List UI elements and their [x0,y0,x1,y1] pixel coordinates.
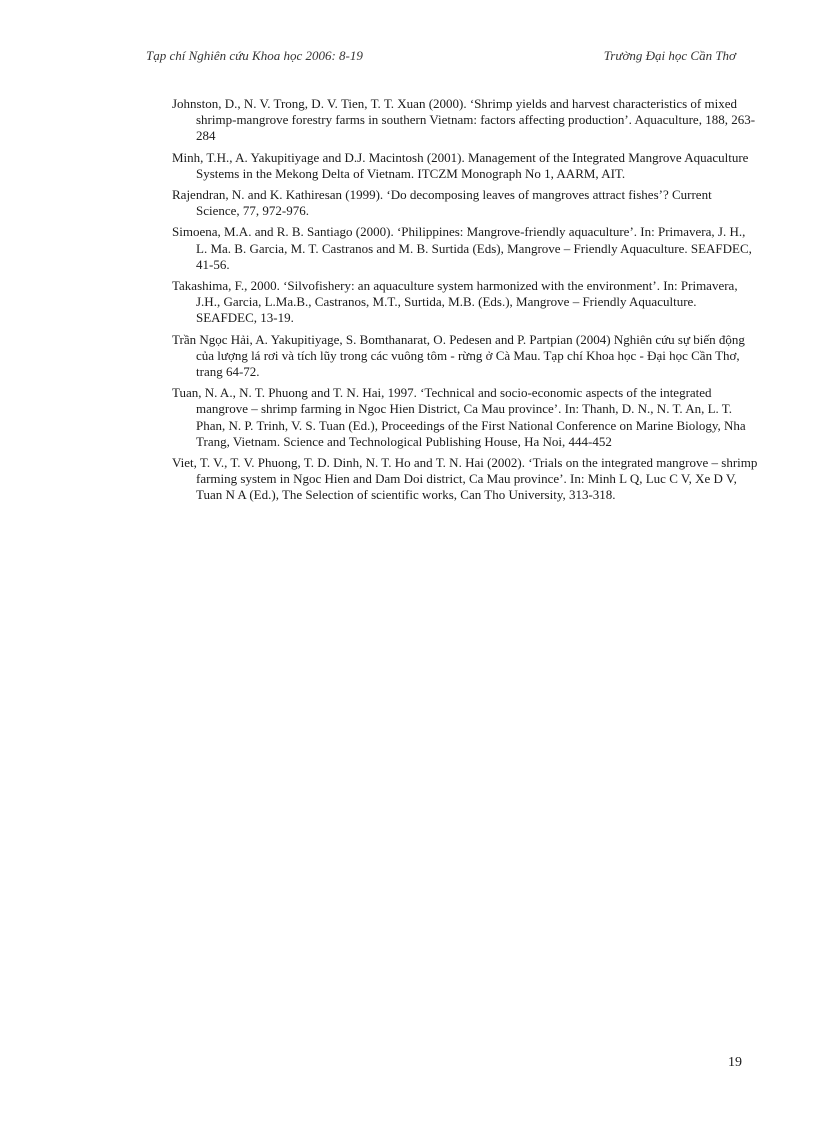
reference-item: Simoena, M.A. and R. B. Santiago (2000). ‘Philippines: Mangrove-friendly aquaculture’. In: Primavera, J. H., L. Ma. B. Garcia, M. T. Castranos and M. B. Surtida (Eds), Mangrove – Friendly Aquaculture. SEAFDEC, 41-56. [172,224,752,272]
reference-item: Tuan, N. A., N. T. Phuong and T. N. Hai, 1997. ‘Technical and socio-economic aspects of the integrated mangrove – shrimp farming in Ngoc Hien District, Ca Mau province’. In: Thanh, D. N., N. T. An, L. T. Phan, N. P. Trinh, V. S. Tuan (Ed.), Proceedings of the First National Conference on Marine Biology, Nha Trang, Vietnam. Science and Technological Publishing House, Ha Noi, 444-452 [172,385,746,449]
reference-list [172,96,758,509]
reference-item: Johnston, D., N. V. Trong, D. V. Tien, T. T. Xuan (2000). ‘Shrimp yields and harvest characteristics of mixed shrimp-mangrove forestry farms in southern Vietnam: factors affecting production’. Aquaculture, 188, 263-284 [172,96,756,144]
institution-name: Trường Đại học Cần Thơ [603,48,736,63]
reference-item: Minh, T.H., A. Yakupitiyage and D.J. Macintosh (2001). Management of the Integrated Mangrove Aquaculture Systems in the Mekong Delta of Vietnam. ITCZM Monograph No 1, AARM, AIT. [172,149,749,181]
reference-item: Rajendran, N. and K. Kathiresan (1999). ‘Do decomposing leaves of mangroves attract fishes’? Current Science, 77, 972-976. [172,187,712,219]
reference-item: Trần Ngọc Hải, A. Yakupitiyage, S. Bomthanarat, O. Pedesen and P. Partpian (2004) Nghiên cứu sự biến động của lượng lá rơi và tích lũy trong các vuông tôm - rừng ở Cà Mau. Tạp chí Khoa học - Đại học Cần Thơ, trang 64-72. [172,331,745,380]
page-number: 19 [728,1055,742,1070]
journal-title: Tạp chí Nghiên cứu Khoa học 2006: 8-19 [146,48,363,63]
reference-item: Viet, T. V., T. V. Phuong, T. D. Dinh, N. T. Ho and T. N. Hai (2002). ‘Trials on the integrated mangrove – shrimp farming system in Ngoc Hien and Dam Doi district, Ca Mau province’. In: Minh L Q, Luc C V, Xe D V, Tuan N A (Ed.), The Selection of scientific works, Can Tho University, 313-318. [172,455,758,503]
reference-item: Takashima, F., 2000. ‘Silvofishery: an aquaculture system harmonized with the environment’. In: Primavera, J.H., Garcia, L.Ma.B., Castranos, M.T., Surtida, M.B. (Eds.), Mangrove – Friendly Aquaculture. SEAFDEC, 13-19. [172,278,738,326]
page-header [146,48,736,68]
